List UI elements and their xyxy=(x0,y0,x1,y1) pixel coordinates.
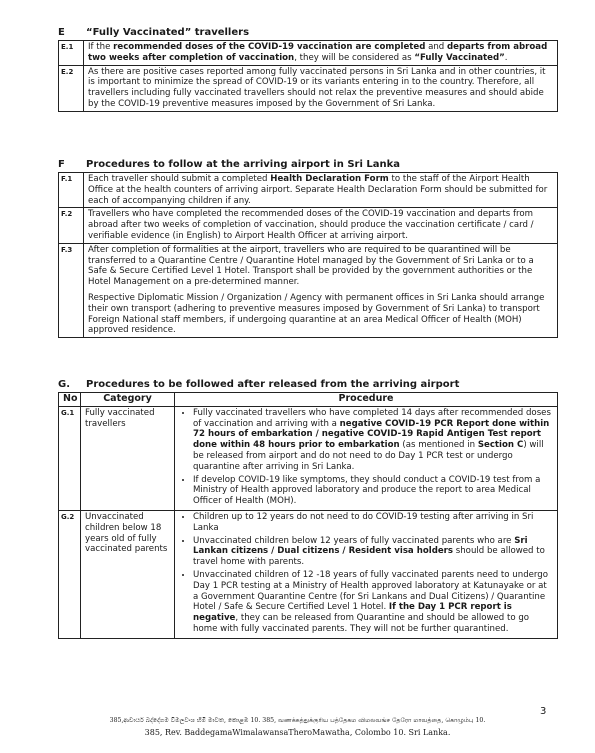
table-row xyxy=(59,173,558,208)
row-procedure xyxy=(175,510,558,638)
header-category: Category xyxy=(81,393,175,407)
bold-run: recommended doses of the COVID-19 vaccination are completed xyxy=(113,42,426,52)
row-code: F.2 xyxy=(59,208,84,243)
paragraph: Respective Diplomatic Mission / Organization / Agency with permanent offices in Sri Lanka should arrange their own transport (adhering to preventive measures imposed by Government of Sri Lanka) to transport Foreign National staff members, if undergoing quarantine at an area Medical Officer of Health (MOH) approved residence. xyxy=(88,292,545,336)
text-run: Unvaccinated children below 12 years of fully vaccinated parents who are xyxy=(193,535,515,546)
section-g-title: Procedures to be followed after released from the arriving airport xyxy=(86,378,460,390)
header-procedure: Procedure xyxy=(175,393,558,407)
text-run: to the staff of the Airport Health Office at the health counters of arriving airport. Separate Health Declaration Form should be submitted for each of accompanying children if any. xyxy=(88,174,548,206)
row-text xyxy=(84,173,558,208)
paragraph: After completion of formalities at the airport, travellers who are required to be quarantined will be transferred to a Quarantine Centre / Quarantine Hotel managed by the Government of Sri Lanka or to a Safe & Secure Certified Level 1 Hotel. Transport shall be provided by the government authorities or the Hotel Management on a pre-determined manner. xyxy=(88,244,534,288)
bold-run: Health Declaration Form xyxy=(270,174,389,184)
section-e-letter: E xyxy=(58,26,65,38)
section-e xyxy=(58,24,558,112)
text-run: ) will be released from airport and do not need to do Day 1 PCR test or undergo quarantine after arriving in Sri Lanka. xyxy=(193,440,544,472)
section-f-heading xyxy=(58,156,558,172)
section-f-table xyxy=(58,172,558,338)
row-text xyxy=(84,243,558,337)
row-procedure xyxy=(175,406,558,510)
bold-run: “Fully Vaccinated” xyxy=(414,52,505,63)
row-category: Fully vaccinated travellers xyxy=(81,406,175,510)
table-row xyxy=(59,510,558,638)
row-code: E.2 xyxy=(59,65,84,111)
bullet-list xyxy=(179,512,553,635)
text-run: Unvaccinated children of 12 -18 years of fully vaccinated parents need to undergo Day 1 PCR testing at a Ministry of Health approved laboratory at Katunayake or at a Government Quarantine Centre (for Sri Lankans and Dual Citizens) / Quarantine Hotel / Safe & Secure Certified Level 1 Hotel. xyxy=(193,569,549,613)
page-number: 3 xyxy=(540,706,547,717)
text-run: and xyxy=(425,42,447,52)
row-text xyxy=(84,41,558,66)
table-row xyxy=(59,243,558,337)
row-code: F.1 xyxy=(59,173,84,208)
table-row xyxy=(59,406,558,510)
row-code: F.3 xyxy=(59,243,84,337)
bold-run: Section C xyxy=(477,440,524,451)
row-text: Travellers who have completed the recommended doses of the COVID-19 vaccination and departs from abroad after two weeks of completion of vaccination, should produce the vaccination certificate / card / verifiable evidence (in English) to Airport Health Officer at arriving airport. xyxy=(84,208,558,243)
text-run: Fully vaccinated travellers who have completed 14 days after recommended doses of vaccination and arriving with a xyxy=(193,407,551,429)
list-item xyxy=(193,536,553,568)
header-no: No xyxy=(59,393,81,407)
text-run: If the xyxy=(88,42,114,52)
text-run: , they will be considered as xyxy=(294,52,415,63)
footer-address-english: 385, Rev. BaddegamaWimalawansaTheroMawatha, Colombo 10. Sri Lanka. xyxy=(144,728,451,737)
section-g-heading xyxy=(58,376,558,392)
bold-run: departs from abroad two weeks after completion of vaccination xyxy=(88,42,548,63)
bold-run: If the Day 1 PCR report is negative xyxy=(193,602,512,624)
section-f-title: Procedures to follow at the arriving airport in Sri Lanka xyxy=(86,158,401,170)
section-f xyxy=(58,156,558,338)
footer-address-local: 385,ආචාර්ය බද්දේගම විමලවංශ හිමි මාවත, කොළඹ 10. 385, வணக்கத்துக்குரிய பத்தேகம விமலவங்ச தேரோ மாவத்தை, கொழும்பு 10. xyxy=(109,717,486,724)
text-run: , they can be released from Quarantine and should be allowed to go home with fully vaccinated parents. They will not be further quarantined. xyxy=(193,613,530,634)
row-code: G.2 xyxy=(59,510,81,638)
section-g xyxy=(58,376,558,639)
row-category: Unvaccinated children below 18 years old of fully vaccinated parents xyxy=(81,510,175,638)
row-code: G.1 xyxy=(59,406,81,510)
table-row xyxy=(59,65,558,111)
section-e-table xyxy=(58,40,558,112)
table-row xyxy=(59,41,558,66)
list-item: • Children up to 12 years do not need to do COVID-19 testing after arriving in Sri Lanka xyxy=(193,512,553,534)
bold-run: Sri Lankan citizens / Dual citizens / Resident visa holders xyxy=(193,535,528,557)
row-code: E.1 xyxy=(59,41,84,66)
text-run: (as mentioned in xyxy=(399,440,478,451)
row-text: As there are positive cases reported among fully vaccinated persons in Sri Lanka and in other countries, it is important to minimize the spread of COVID-19 or its variants entering in to the country. Therefore, all travellers including fully vaccinated travellers should not relax the preventive measures and should abide by the COVID-19 preventive measures imposed by the Government of Sri Lanka. xyxy=(84,65,558,111)
list-item: • If develop COVID-19 like symptoms, they should conduct a COVID-19 test from a Ministry of Health approved laboratory and produce the report to area Medical Officer of Health (MOH). xyxy=(193,475,553,507)
bold-run: negative COVID-19 PCR Report done within 72 hours of embarkation / negative COVID-19 Rapid Antigen Test report done within 48 hours prior to embarkation xyxy=(193,418,550,451)
section-g-letter: G. xyxy=(58,378,71,390)
bullet-list xyxy=(179,408,553,507)
section-e-heading xyxy=(58,24,558,40)
table-row xyxy=(59,208,558,243)
text-run: Each traveller should submit a completed xyxy=(88,174,271,184)
table-header-row xyxy=(59,393,558,407)
section-e-title: “Fully Vaccinated” travellers xyxy=(86,26,250,38)
list-item xyxy=(193,570,553,635)
section-g-table xyxy=(58,392,558,639)
text-run: should be allowed to travel home with parents. xyxy=(193,546,545,568)
section-f-letter: F xyxy=(58,158,65,170)
text-run: . xyxy=(504,52,508,63)
list-item xyxy=(193,408,553,473)
